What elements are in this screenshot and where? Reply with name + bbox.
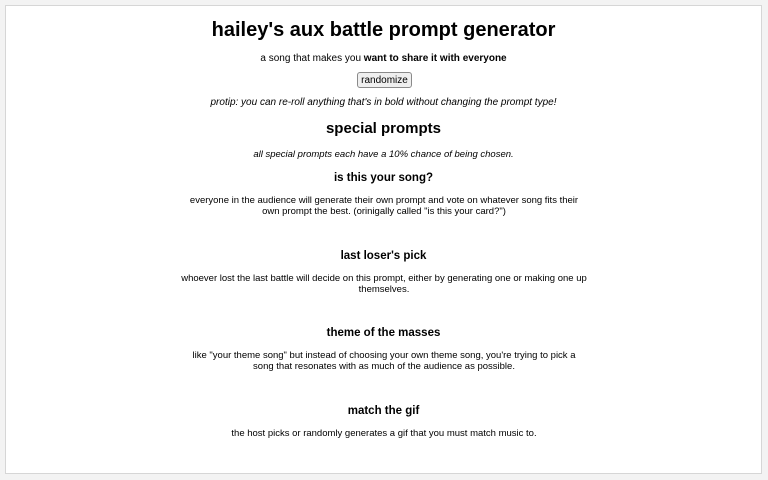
special-prompt-description: like "your theme song" but instead of choosing your own theme song, you're trying to pick a song that resonates with as much of the audience as possible. [192, 350, 576, 372]
page-container [5, 5, 762, 474]
special-prompt-title: last loser's pick [340, 250, 427, 262]
randomize-button[interactable]: randomize [357, 72, 412, 88]
special-prompt-title: is this your song? [333, 172, 434, 184]
special-prompts-note: all special prompts each have a 10% chance of being chosen. [253, 149, 514, 160]
prompt-prefix: a song that makes you [260, 53, 364, 64]
page-title: hailey's aux battle prompt generator [211, 19, 556, 41]
protip-text: protip: you can re-roll anything that's in bold without changing the prompt type! [210, 97, 557, 108]
prompt-rerollable-part[interactable]: want to share it with everyone [363, 53, 507, 64]
special-prompt-description: the host picks or randomly generates a gif that you must match music to. [231, 428, 537, 439]
special-prompt-description: everyone in the audience will generate their own prompt and vote on whatever song fits their own prompt the best. (orinigally called "is this your card?") [189, 195, 579, 217]
special-prompts-heading: special prompts [325, 120, 442, 137]
generated-prompt [6, 53, 761, 65]
special-prompt-title: theme of the masses [326, 327, 441, 339]
special-prompt-title: match the gif [347, 405, 420, 417]
special-prompt-description: whoever lost the last battle will decide on this prompt, either by generating one or making one up themselves. [181, 273, 587, 295]
